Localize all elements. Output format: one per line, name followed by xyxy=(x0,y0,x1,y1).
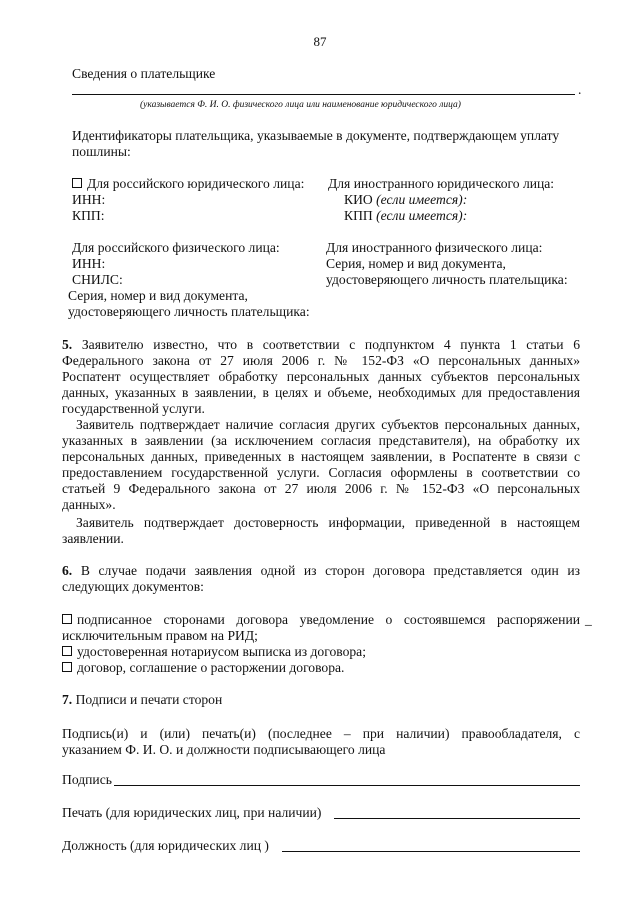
ru-person-inn: ИНН: xyxy=(72,256,106,271)
ru-person-title: Для российского физического лица: xyxy=(72,240,280,255)
section5-paragraph3: Заявитель подтверждает достоверность информации, приведенной в настоящем заявлении. xyxy=(62,515,580,546)
ru-legal-kpp: КПП: xyxy=(72,208,105,223)
seal-label: Печать (для юридических лиц, при наличии) xyxy=(62,805,322,820)
position-line[interactable] xyxy=(282,851,580,852)
position-label: Должность (для юридических лиц ) xyxy=(62,838,269,853)
section5-number: 5. xyxy=(62,337,73,352)
identifiers-intro-line2: пошлины: xyxy=(72,144,131,159)
section7-title: 7. Подписи и печати сторон xyxy=(62,692,223,707)
foreign-legal-kpp: КПП (если имеется): xyxy=(344,208,468,223)
identifiers-intro-line1: Идентификаторы плательщика, указываемые в документе, подтверждающем уплату xyxy=(72,128,560,143)
section6-item2: удостоверенная нотариусом выписка из договора; xyxy=(62,644,366,660)
foreign-legal-title: Для иностранного юридического лица: xyxy=(328,176,555,191)
foreign-person-doc-line1: Серия, номер и вид документа, xyxy=(326,256,506,271)
section6-number: 6. xyxy=(62,563,73,578)
section6-item1: подписанное сторонами договора уведомление о состоявшемся распоряжении исключительным правом на РИД; xyxy=(62,612,580,643)
checkbox-icon[interactable] xyxy=(72,178,82,188)
checkbox-icon[interactable] xyxy=(62,614,72,624)
payer-name-line[interactable] xyxy=(72,94,575,95)
ru-person-snils: СНИЛС: xyxy=(72,272,123,287)
section6-intro: 6. В случае подачи заявления одной из сторон договора представляется один из следующих документов: xyxy=(62,563,580,594)
dash-mark: _ xyxy=(585,612,592,627)
foreign-person-title: Для иностранного физического лица: xyxy=(326,240,543,255)
payer-heading: Сведения о плательщике xyxy=(72,66,216,81)
page-number: 87 xyxy=(313,34,327,49)
ru-person-doc-line2: удостоверяющего личность плательщика: xyxy=(68,304,310,319)
section7-number: 7. xyxy=(62,692,73,707)
ru-person-doc-line1: Серия, номер и вид документа, xyxy=(68,288,248,303)
foreign-person-doc-line2: удостоверяющего личность плательщика: xyxy=(326,272,568,287)
payer-hint: (указывается Ф. И. О. физического лица или наименование юридического лица) xyxy=(140,100,461,110)
dot-mark: . xyxy=(578,82,582,97)
signature-line[interactable] xyxy=(114,785,580,786)
section6-item3: договор, соглашение о расторжении договора. xyxy=(62,660,344,676)
section5-paragraph1: 5. Заявителю известно, что в соответствии с подпунктом 4 пункта 1 статьи 6 Федерального закона от 27 июля 2006 г. № 152-ФЗ «О персональных данных» Роспатент осуществляет обработку персональных данных субъектов персональных данных, указанных в заявлении, в целях и объеме, необходимых для предоставления государственной услуги. xyxy=(62,337,580,416)
checkbox-icon[interactable] xyxy=(62,662,72,672)
ru-legal-title: Для российского юридического лица: xyxy=(72,176,304,192)
section7-description: Подпись(и) и (или) печать(и) (последнее – при наличии) правообладателя, с указанием Ф. И. О. и должности подписывающего лица xyxy=(62,726,580,757)
section5-paragraph2: Заявитель подтверждает наличие согласия других субъектов персональных данных, указанных в заявлении (за исключением согласия представителя), на обработку их персональных данных, приведенных в настоящем заявлении, в Роспатенте в связи с предоставлением государственной услуги. Согласия оформлены в соответствии со статьей 9 Федерального закона от 27 июля 2006 г. № 152-ФЗ «О персональных данных». xyxy=(62,417,580,512)
seal-line[interactable] xyxy=(334,818,580,819)
checkbox-icon[interactable] xyxy=(62,646,72,656)
ru-legal-inn: ИНН: xyxy=(72,192,106,207)
foreign-legal-kio: КИО (если имеется): xyxy=(344,192,468,207)
signature-label: Подпись xyxy=(62,772,112,787)
